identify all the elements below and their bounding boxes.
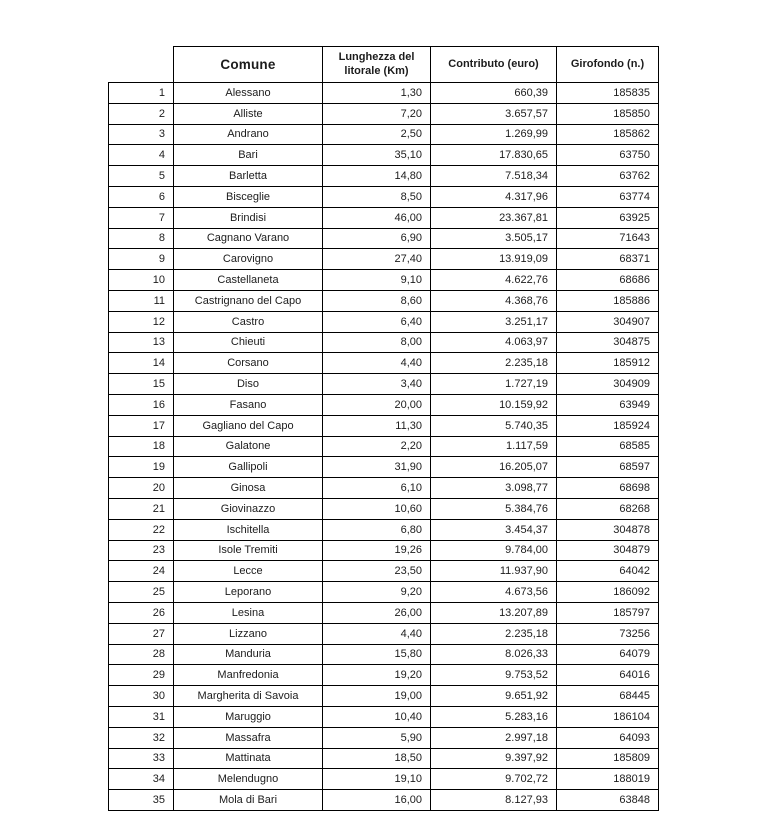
- comune-cell: Lecce: [174, 561, 323, 582]
- girofondo-cell: 186104: [557, 706, 659, 727]
- contributo-cell: 2.235,18: [431, 353, 557, 374]
- girofondo-cell: 185835: [557, 83, 659, 104]
- comune-cell: Ischitella: [174, 519, 323, 540]
- table-row: [109, 686, 659, 707]
- contributo-cell: 5.283,16: [431, 706, 557, 727]
- lunghezza-cell: 7,20: [323, 103, 431, 124]
- row-number-cell: 33: [109, 748, 174, 769]
- contributo-cell: 8.127,93: [431, 790, 557, 811]
- comune-cell: Lizzano: [174, 623, 323, 644]
- table-row: [109, 186, 659, 207]
- header-comune: Comune: [174, 47, 323, 83]
- contributo-cell: 5.740,35: [431, 415, 557, 436]
- girofondo-cell: 185924: [557, 415, 659, 436]
- girofondo-cell: 185850: [557, 103, 659, 124]
- row-number-cell: 35: [109, 790, 174, 811]
- girofondo-cell: 304909: [557, 374, 659, 395]
- girofondo-cell: 186092: [557, 582, 659, 603]
- table-row: [109, 623, 659, 644]
- lunghezza-cell: 8,60: [323, 290, 431, 311]
- contributo-cell: 4.673,56: [431, 582, 557, 603]
- girofondo-cell: 68585: [557, 436, 659, 457]
- comune-cell: Mattinata: [174, 748, 323, 769]
- row-number-cell: 19: [109, 457, 174, 478]
- comune-cell: Gallipoli: [174, 457, 323, 478]
- table-row: [109, 498, 659, 519]
- table-row: [109, 228, 659, 249]
- contributo-cell: 660,39: [431, 83, 557, 104]
- table-row: [109, 415, 659, 436]
- table-row: [109, 394, 659, 415]
- row-number-cell: 29: [109, 665, 174, 686]
- row-number-cell: 32: [109, 727, 174, 748]
- table-row: [109, 748, 659, 769]
- row-number-cell: 16: [109, 394, 174, 415]
- comune-cell: Fasano: [174, 394, 323, 415]
- row-number-cell: 27: [109, 623, 174, 644]
- row-number-cell: 24: [109, 561, 174, 582]
- table-row: [109, 124, 659, 145]
- comune-cell: Cagnano Varano: [174, 228, 323, 249]
- girofondo-cell: 185862: [557, 124, 659, 145]
- table-row: [109, 727, 659, 748]
- comune-cell: Maruggio: [174, 706, 323, 727]
- row-number-cell: 15: [109, 374, 174, 395]
- comune-cell: Bari: [174, 145, 323, 166]
- comune-cell: Giovinazzo: [174, 498, 323, 519]
- comune-cell: Lesina: [174, 602, 323, 623]
- contributo-cell: 9.784,00: [431, 540, 557, 561]
- table-row: [109, 145, 659, 166]
- lunghezza-cell: 20,00: [323, 394, 431, 415]
- row-number-cell: 13: [109, 332, 174, 353]
- lunghezza-cell: 19,00: [323, 686, 431, 707]
- lunghezza-cell: 19,20: [323, 665, 431, 686]
- girofondo-cell: 63762: [557, 166, 659, 187]
- table-row: [109, 561, 659, 582]
- lunghezza-cell: 14,80: [323, 166, 431, 187]
- girofondo-cell: 185809: [557, 748, 659, 769]
- contributo-cell: 3.251,17: [431, 311, 557, 332]
- contributo-cell: 3.454,37: [431, 519, 557, 540]
- row-number-cell: 3: [109, 124, 174, 145]
- row-number-cell: 30: [109, 686, 174, 707]
- row-number-cell: 2: [109, 103, 174, 124]
- girofondo-cell: 64079: [557, 644, 659, 665]
- contributo-cell: 23.367,81: [431, 207, 557, 228]
- table-header-row: [109, 47, 659, 83]
- lunghezza-cell: 23,50: [323, 561, 431, 582]
- lunghezza-cell: 5,90: [323, 727, 431, 748]
- contributo-cell: 11.937,90: [431, 561, 557, 582]
- lunghezza-cell: 4,40: [323, 623, 431, 644]
- contributo-cell: 2.997,18: [431, 727, 557, 748]
- table-row: [109, 353, 659, 374]
- contributo-cell: 5.384,76: [431, 498, 557, 519]
- comune-cell: Leporano: [174, 582, 323, 603]
- contributo-cell: 1.117,59: [431, 436, 557, 457]
- row-number-cell: 28: [109, 644, 174, 665]
- row-number-cell: 4: [109, 145, 174, 166]
- table-row: [109, 436, 659, 457]
- table-row: [109, 665, 659, 686]
- contributo-cell: 9.753,52: [431, 665, 557, 686]
- contributo-cell: 3.098,77: [431, 478, 557, 499]
- girofondo-cell: 64093: [557, 727, 659, 748]
- row-number-cell: 26: [109, 602, 174, 623]
- table-row: [109, 311, 659, 332]
- row-number-cell: 12: [109, 311, 174, 332]
- comune-cell: Bisceglie: [174, 186, 323, 207]
- girofondo-cell: 185797: [557, 602, 659, 623]
- header-corner-empty: [109, 47, 174, 83]
- girofondo-cell: 63848: [557, 790, 659, 811]
- contributo-cell: 4.622,76: [431, 270, 557, 291]
- header-lunghezza: Lunghezza del litorale (Km): [323, 47, 431, 83]
- girofondo-cell: 71643: [557, 228, 659, 249]
- lunghezza-cell: 10,60: [323, 498, 431, 519]
- girofondo-cell: 63925: [557, 207, 659, 228]
- comune-cell: Alessano: [174, 83, 323, 104]
- comune-cell: Manfredonia: [174, 665, 323, 686]
- row-number-cell: 20: [109, 478, 174, 499]
- contributo-cell: 2.235,18: [431, 623, 557, 644]
- row-number-cell: 14: [109, 353, 174, 374]
- row-number-cell: 21: [109, 498, 174, 519]
- lunghezza-cell: 1,30: [323, 83, 431, 104]
- girofondo-cell: 304879: [557, 540, 659, 561]
- comune-cell: Ginosa: [174, 478, 323, 499]
- lunghezza-cell: 46,00: [323, 207, 431, 228]
- table-row: [109, 207, 659, 228]
- contributo-cell: 3.505,17: [431, 228, 557, 249]
- row-number-cell: 22: [109, 519, 174, 540]
- contributo-cell: 10.159,92: [431, 394, 557, 415]
- table-row: [109, 790, 659, 811]
- table-row: [109, 706, 659, 727]
- comune-cell: Isole Tremiti: [174, 540, 323, 561]
- girofondo-cell: 68698: [557, 478, 659, 499]
- row-number-cell: 31: [109, 706, 174, 727]
- lunghezza-cell: 15,80: [323, 644, 431, 665]
- comune-cell: Diso: [174, 374, 323, 395]
- contributo-cell: 8.026,33: [431, 644, 557, 665]
- comune-cell: Castro: [174, 311, 323, 332]
- girofondo-cell: 68686: [557, 270, 659, 291]
- row-number-cell: 9: [109, 249, 174, 270]
- comune-cell: Chieuti: [174, 332, 323, 353]
- lunghezza-cell: 10,40: [323, 706, 431, 727]
- contributo-cell: 16.205,07: [431, 457, 557, 478]
- table-row: [109, 332, 659, 353]
- lunghezza-cell: 9,10: [323, 270, 431, 291]
- table-row: [109, 457, 659, 478]
- comune-cell: Galatone: [174, 436, 323, 457]
- comune-cell: Brindisi: [174, 207, 323, 228]
- row-number-cell: 8: [109, 228, 174, 249]
- contributo-cell: 4.063,97: [431, 332, 557, 353]
- table-row: [109, 769, 659, 790]
- contributo-cell: 17.830,65: [431, 145, 557, 166]
- comune-cell: Corsano: [174, 353, 323, 374]
- comune-cell: Melendugno: [174, 769, 323, 790]
- lunghezza-cell: 35,10: [323, 145, 431, 166]
- girofondo-cell: 64042: [557, 561, 659, 582]
- row-number-cell: 34: [109, 769, 174, 790]
- girofondo-cell: 68371: [557, 249, 659, 270]
- girofondo-cell: 185886: [557, 290, 659, 311]
- contributo-cell: 13.207,89: [431, 602, 557, 623]
- lunghezza-cell: 11,30: [323, 415, 431, 436]
- comune-cell: Massafra: [174, 727, 323, 748]
- contributo-cell: 9.397,92: [431, 748, 557, 769]
- row-number-cell: 25: [109, 582, 174, 603]
- row-number-cell: 18: [109, 436, 174, 457]
- lunghezza-cell: 6,10: [323, 478, 431, 499]
- table-row: [109, 249, 659, 270]
- comune-cell: Gagliano del Capo: [174, 415, 323, 436]
- lunghezza-cell: 19,26: [323, 540, 431, 561]
- comune-cell: Castellaneta: [174, 270, 323, 291]
- contributo-cell: 7.518,34: [431, 166, 557, 187]
- girofondo-cell: 304907: [557, 311, 659, 332]
- girofondo-cell: 304875: [557, 332, 659, 353]
- document-page: [108, 46, 659, 811]
- girofondo-cell: 185912: [557, 353, 659, 374]
- table-body: [109, 83, 659, 811]
- contributo-cell: 1.727,19: [431, 374, 557, 395]
- row-number-cell: 7: [109, 207, 174, 228]
- row-number-cell: 1: [109, 83, 174, 104]
- contributo-cell: 13.919,09: [431, 249, 557, 270]
- contributo-cell: 9.651,92: [431, 686, 557, 707]
- girofondo-cell: 68268: [557, 498, 659, 519]
- municipalities-table: [108, 46, 659, 811]
- comune-cell: Castrignano del Capo: [174, 290, 323, 311]
- row-number-cell: 6: [109, 186, 174, 207]
- lunghezza-cell: 8,00: [323, 332, 431, 353]
- lunghezza-cell: 4,40: [323, 353, 431, 374]
- table-row: [109, 519, 659, 540]
- row-number-cell: 17: [109, 415, 174, 436]
- comune-cell: Carovigno: [174, 249, 323, 270]
- girofondo-cell: 63750: [557, 145, 659, 166]
- row-number-cell: 11: [109, 290, 174, 311]
- lunghezza-cell: 6,40: [323, 311, 431, 332]
- lunghezza-cell: 19,10: [323, 769, 431, 790]
- lunghezza-cell: 6,90: [323, 228, 431, 249]
- comune-cell: Andrano: [174, 124, 323, 145]
- lunghezza-cell: 27,40: [323, 249, 431, 270]
- lunghezza-cell: 3,40: [323, 374, 431, 395]
- table-row: [109, 290, 659, 311]
- lunghezza-cell: 31,90: [323, 457, 431, 478]
- comune-cell: Barletta: [174, 166, 323, 187]
- lunghezza-cell: 26,00: [323, 602, 431, 623]
- table-row: [109, 270, 659, 291]
- contributo-cell: 9.702,72: [431, 769, 557, 790]
- row-number-cell: 23: [109, 540, 174, 561]
- table-row: [109, 83, 659, 104]
- girofondo-cell: 64016: [557, 665, 659, 686]
- row-number-cell: 5: [109, 166, 174, 187]
- table-row: [109, 478, 659, 499]
- girofondo-cell: 68445: [557, 686, 659, 707]
- girofondo-cell: 63949: [557, 394, 659, 415]
- lunghezza-cell: 16,00: [323, 790, 431, 811]
- lunghezza-cell: 6,80: [323, 519, 431, 540]
- row-number-cell: 10: [109, 270, 174, 291]
- lunghezza-cell: 8,50: [323, 186, 431, 207]
- comune-cell: Manduria: [174, 644, 323, 665]
- contributo-cell: 1.269,99: [431, 124, 557, 145]
- lunghezza-cell: 9,20: [323, 582, 431, 603]
- table-row: [109, 602, 659, 623]
- table-row: [109, 540, 659, 561]
- comune-cell: Margherita di Savoia: [174, 686, 323, 707]
- table-row: [109, 582, 659, 603]
- contributo-cell: 3.657,57: [431, 103, 557, 124]
- lunghezza-cell: 2,20: [323, 436, 431, 457]
- girofondo-cell: 73256: [557, 623, 659, 644]
- lunghezza-cell: 2,50: [323, 124, 431, 145]
- header-contributo: Contributo (euro): [431, 47, 557, 83]
- girofondo-cell: 304878: [557, 519, 659, 540]
- contributo-cell: 4.368,76: [431, 290, 557, 311]
- table-row: [109, 374, 659, 395]
- table-row: [109, 166, 659, 187]
- lunghezza-cell: 18,50: [323, 748, 431, 769]
- header-girofondo: Girofondo (n.): [557, 47, 659, 83]
- girofondo-cell: 63774: [557, 186, 659, 207]
- table-row: [109, 644, 659, 665]
- contributo-cell: 4.317,96: [431, 186, 557, 207]
- comune-cell: Mola di Bari: [174, 790, 323, 811]
- table-row: [109, 103, 659, 124]
- girofondo-cell: 68597: [557, 457, 659, 478]
- comune-cell: Alliste: [174, 103, 323, 124]
- girofondo-cell: 188019: [557, 769, 659, 790]
